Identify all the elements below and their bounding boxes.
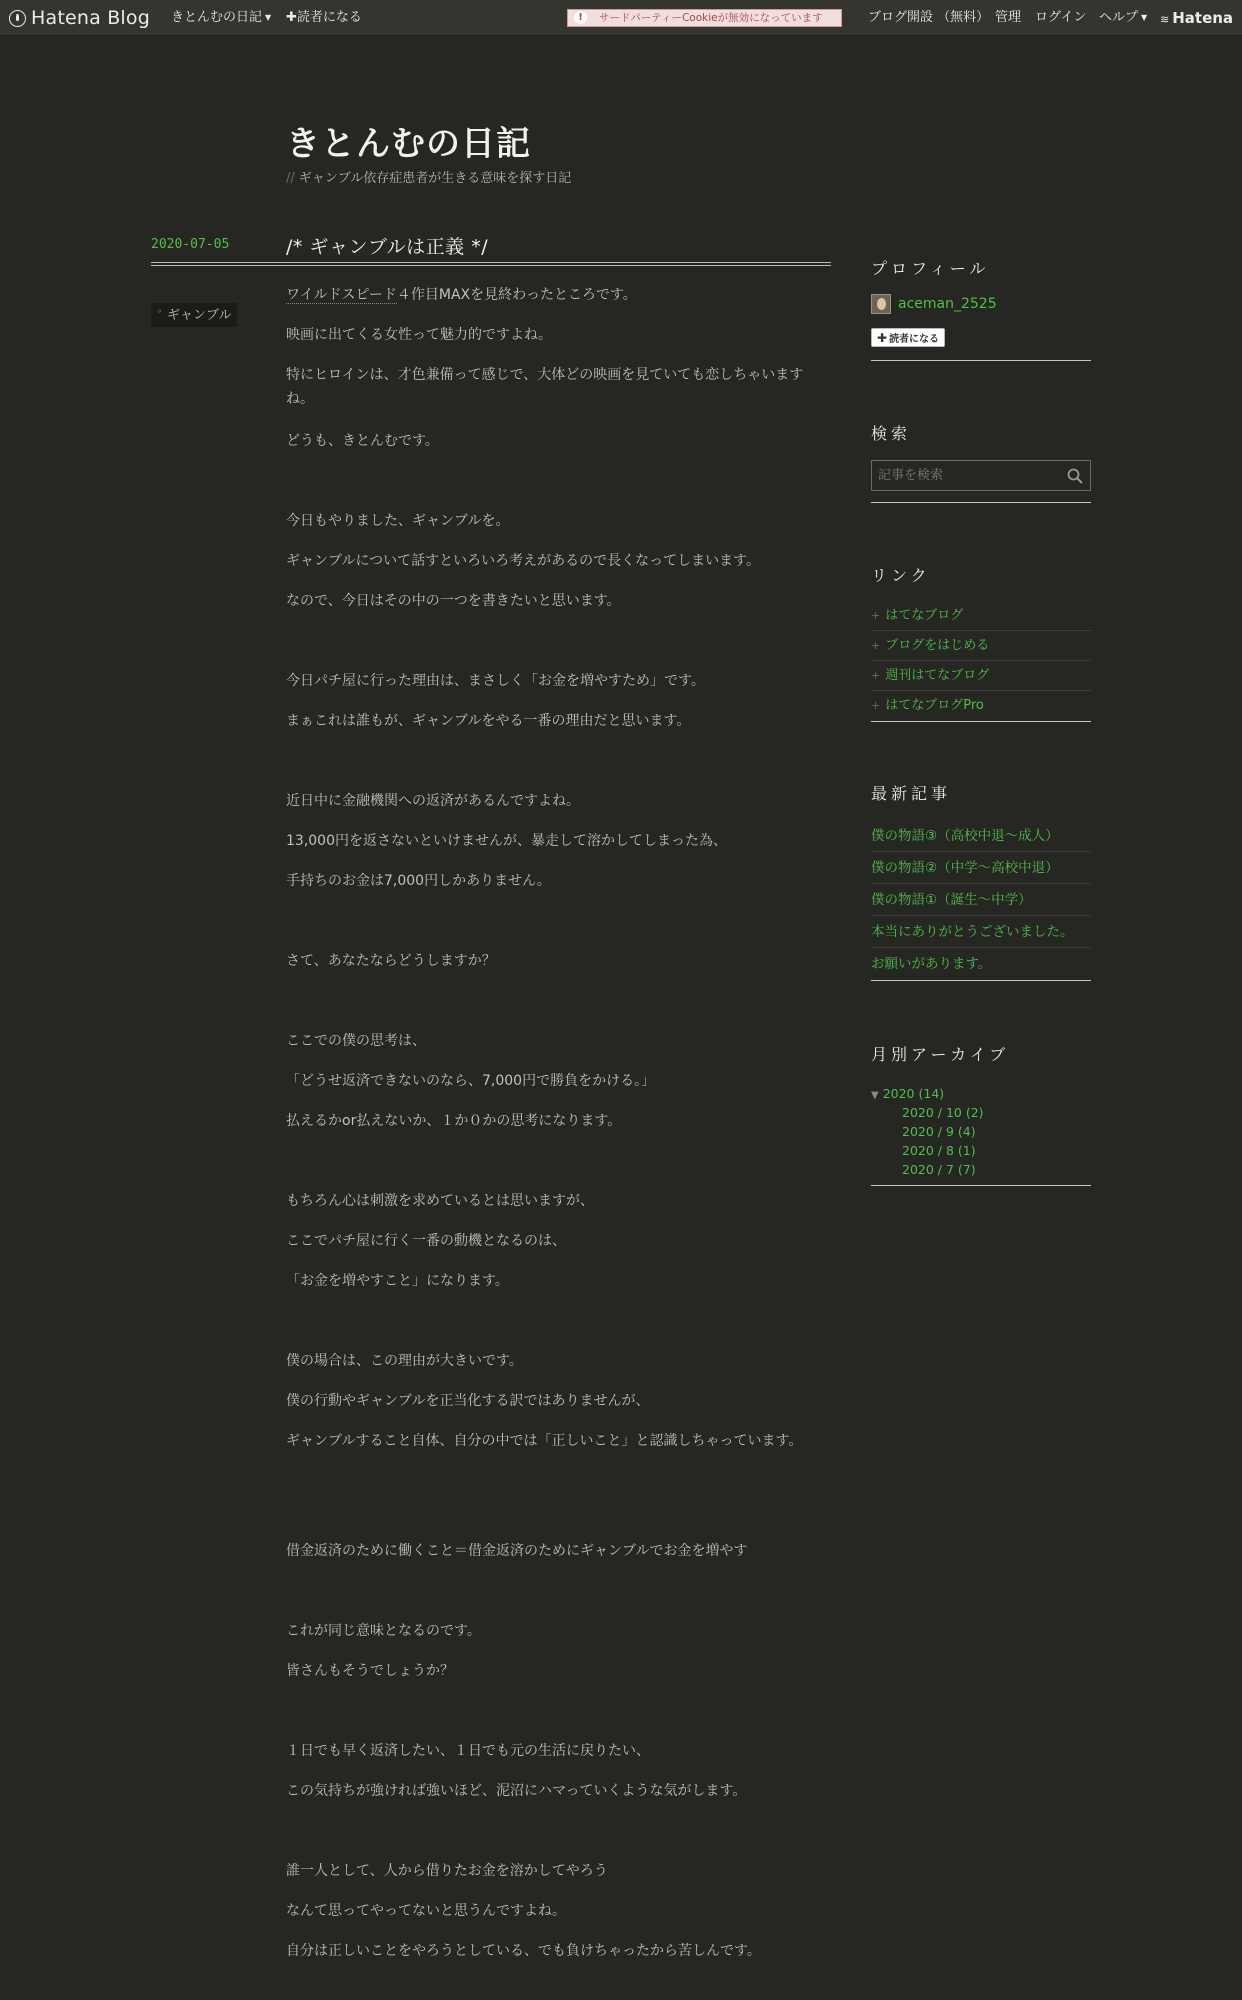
blog-menu-label: きとんむの日記 [171, 10, 263, 25]
recent-entry-link[interactable]: 僕の物語③（高校中退～成人） [871, 820, 1091, 852]
paragraph: 近日中に金融機関への返済があるんですよね。 [286, 793, 580, 809]
search-form [871, 460, 1091, 491]
profile-name-link[interactable]: aceman_2525 [898, 296, 997, 312]
description-text: ギャンブル依存症患者が生きる意味を探す日記 [298, 171, 572, 186]
module-divider [871, 502, 1091, 503]
recent-entry-link[interactable]: お願いがあります。 [871, 956, 992, 972]
archive-year-label: 2020 (14) [882, 1086, 945, 1101]
paragraph: 今日もやりました、ギャンブルを。 [286, 513, 510, 529]
keyword-link[interactable]: ワイルドスピード [286, 287, 397, 303]
recent-entry-link[interactable]: 僕の物語②（中学～高校中退） [871, 852, 1091, 884]
paragraph: なんて思ってやってないと思うんですよね。 [286, 1903, 566, 1919]
plus-icon: ✚ [877, 331, 888, 345]
archive-month-link[interactable]: 2020 / 9 (4) [902, 1124, 976, 1139]
paragraph: 「どうせ返済できないのなら、7,000円で勝負をかける。」 [286, 1073, 656, 1089]
archive-month-link[interactable]: 2020 / 7 (7) [902, 1162, 976, 1177]
plus-icon: + [871, 609, 881, 622]
admin-link[interactable]: 管理 [995, 10, 1022, 25]
sidebar-link-label: はてなブログ [885, 608, 964, 623]
blog-title[interactable]: きとんむの日記 [286, 124, 531, 164]
module-divider [871, 721, 1091, 722]
recent-entry-link[interactable]: 僕の物語①（誕生～中学） [871, 884, 1091, 916]
paragraph: 映画に出てくる女性って魅力的ですよね。 [286, 327, 552, 343]
blog-description [286, 167, 571, 186]
avatar[interactable] [871, 294, 891, 314]
paragraph: 自分は正しいことをやろうとしている、でも負けちゃったから苦しんです。 [286, 1943, 761, 1959]
entry-date[interactable]: 2020-07-05 [151, 237, 230, 252]
paragraph: さて、あなたならどうしますか？ [286, 953, 496, 969]
plus-icon: ✚ [286, 10, 297, 25]
paragraph: １日でも早く返済したい、１日でも元の生活に戻りたい、 [286, 1743, 650, 1759]
subscribe-top-button[interactable] [286, 0, 362, 36]
category-label: ギャンブル [167, 308, 232, 323]
module-divider [871, 1185, 1091, 1186]
sidebar-link-label: ブログをはじめる [885, 638, 990, 653]
entry-title[interactable]: /* ギャンブルは正義 */ [286, 236, 489, 258]
paragraph: これが同じ意味となるのです。 [286, 1623, 481, 1639]
search-icon[interactable] [1067, 468, 1083, 484]
cookie-warning-text: サードパーティーCookieが無効になっています [599, 12, 823, 24]
login-link[interactable]: ログイン [1035, 10, 1087, 25]
title-divider [151, 262, 831, 266]
blog-menu[interactable] [171, 0, 271, 36]
category-tag[interactable] [151, 303, 237, 327]
plus-icon: + [871, 639, 881, 652]
exclamation-icon: ! [574, 11, 587, 24]
links-module-title: リンク [871, 566, 931, 585]
plus-icon: + [871, 699, 881, 712]
start-blog-link[interactable]: ブログ開設 （無料） [868, 10, 990, 25]
hatena-link[interactable] [1160, 0, 1233, 36]
sidebar-link[interactable] [871, 661, 1091, 691]
archive-module-title: 月別アーカイブ [871, 1045, 1010, 1064]
triangle-down-icon[interactable]: ▼ [871, 1090, 879, 1101]
module-divider [871, 360, 1091, 361]
subscribe-button-label: 読者になる [889, 334, 940, 345]
sidebar-link[interactable] [871, 691, 1091, 721]
paragraph [286, 283, 831, 307]
paragraph: 僕の場合は、この理由が大きいです。 [286, 1353, 523, 1369]
sidebar-link-label: 週刊はてなブログ [885, 668, 990, 683]
module-divider [871, 980, 1091, 981]
paragraph: ギャンブルについて話すといろいろ考えがあるので長くなってしまいます。 [286, 553, 761, 569]
paragraph: なので、今日はその中の一つを書きたいと思います。 [286, 593, 621, 609]
paragraph-text: ４作目MAXを見終わったところです。 [396, 287, 637, 303]
archive-year[interactable] [871, 1086, 944, 1101]
paragraph: もちろん心は刺激を求めているとは思いますが、 [286, 1193, 594, 1209]
subscribe-button[interactable] [871, 328, 945, 347]
paragraph: この気持ちが強ければ強いほど、泥沼にハマっていくような気がします。 [286, 1783, 747, 1799]
caret-down-icon: ▼ [1141, 13, 1148, 22]
hatena-label: Hatena [1172, 9, 1234, 27]
paragraph: 払えるかor払えないか、１か０かの思考になります。 [286, 1113, 622, 1129]
paragraph: 誰一人として、人から借りたお金を溶かしてやろう [286, 1863, 608, 1879]
sidebar-link-label: はてなブログPro [885, 698, 984, 713]
paragraph: ギャンブルすること自体、自分の中では「正しいこと」と認識しちゃっています。 [286, 1433, 803, 1449]
hatena-bird-icon: ≋ [1160, 13, 1170, 26]
paragraph: 今日パチ屋に行った理由は、まさしく「お金を増やすため」です。 [286, 673, 705, 689]
cookie-warning-banner[interactable] [567, 9, 842, 27]
paragraph: 借金返済のために働くこと＝借金返済のためにギャンブルでお金を増やす [286, 1543, 748, 1559]
paragraph: 手持ちのお金は7,000円しかありません。 [286, 873, 551, 889]
help-menu[interactable] [1099, 0, 1147, 36]
hatena-blog-logo-icon [9, 10, 26, 27]
paragraph: どうも、きとんむです。 [286, 433, 439, 449]
caret-down-icon: ▼ [265, 13, 272, 22]
sidebar-link[interactable] [871, 631, 1091, 661]
archive-month-link[interactable]: 2020 / 10 (2) [902, 1105, 984, 1120]
help-label: ヘルプ [1099, 10, 1139, 25]
sidebar-link[interactable] [871, 601, 1091, 631]
logo-text: Hatena Blog [31, 7, 150, 29]
plus-icon: + [871, 669, 881, 682]
profile-module-title: プロフィール [871, 259, 990, 278]
hatena-blog-logo[interactable] [9, 0, 150, 36]
subscribe-top-label: 読者になる [296, 10, 362, 25]
paragraph: ここでパチ屋に行く一番の動機となるのは、 [286, 1233, 566, 1249]
search-module-title: 検索 [871, 424, 912, 443]
recent-module-title: 最新記事 [871, 784, 952, 803]
paragraph: 皆さんもそうでしょうか？ [286, 1663, 454, 1679]
paragraph: 「お金を増やすこと」になります。 [286, 1273, 509, 1289]
paragraph: ここでの僕の思考は、 [286, 1033, 426, 1049]
paragraph: 僕の行動やギャンブルを正当化する訳ではありませんが、 [286, 1393, 650, 1409]
archive-month-link[interactable]: 2020 / 8 (1) [902, 1143, 976, 1158]
paragraph: まぁこれは誰もが、ギャンブルをやる一番の理由だと思います。 [286, 713, 691, 729]
recent-entry-link[interactable]: 本当にありがとうございました。 [871, 916, 1091, 948]
description-prefix: // [286, 171, 295, 186]
category-mark: ° [157, 309, 162, 320]
search-input[interactable] [872, 461, 1069, 490]
paragraph: 13,000円を返さないといけませんが、暴走して溶かしてしまった為、 [286, 833, 727, 849]
global-header [0, 0, 1242, 36]
paragraph: 特にヒロインは、才色兼備って感じで、大体どの映画を見ていても恋しちゃいますね。 [286, 367, 804, 407]
